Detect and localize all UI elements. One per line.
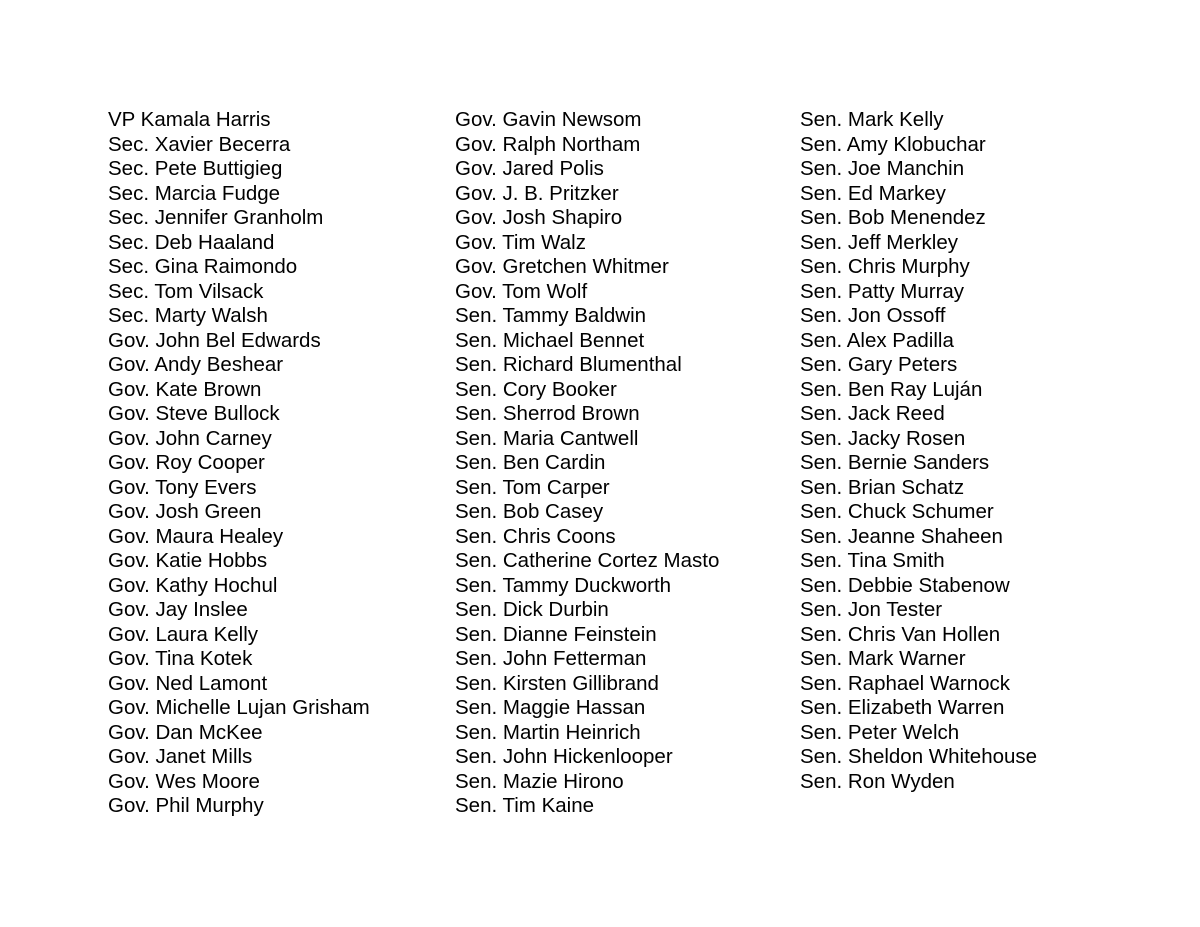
name-entry: Sen. Mazie Hirono [455,769,624,793]
name-entry: Sen. Mark Warner [800,647,966,670]
name-entry: Gov. Michelle Lujan Grisham [108,696,370,719]
name-entry: Sen. Mark Kelly [800,108,944,131]
name-entry: Sec. Marty Walsh [108,304,268,327]
name-entry: Gov. Gavin Newsom [455,108,642,131]
name-entry: Gov. Tony Evers [108,475,257,499]
name-entry: Sen. Joe Manchin [800,157,965,180]
name-entry: Sen. Jack Reed [800,402,945,425]
name-entry: Gov. Janet Mills [108,745,253,768]
name-entry: Gov. Maura Healey [108,524,284,548]
name-entry: Sen. Maria Cantwell [455,426,639,450]
name-entry: Gov. Ralph Northam [455,132,641,156]
name-entry: Sen. Bob Menendez [800,206,986,229]
name-entry: Sec. Deb Haaland [108,230,275,254]
name-entry: Gov. Josh Shapiro [455,206,623,229]
name-entry: Sen. Dick Durbin [455,598,609,621]
name-entry: Sen. Bernie Sanders [800,451,990,474]
name-entry: Sec. Xavier Becerra [108,132,291,156]
name-entry: Sen. Chris Van Hollen [800,622,1001,646]
name-entry: Sen. Cory Booker [455,377,617,401]
name-entry: Sen. Kirsten Gillibrand [455,671,659,695]
name-entry: Sen. Tim Kaine [455,794,595,817]
name-entry: Sen. Brian Schatz [800,475,965,499]
name-entry: Sen. Dianne Feinstein [455,622,657,646]
name-entry: Sen. Chuck Schumer [800,500,994,523]
name-entry: Sen. Debbie Stabenow [800,573,1010,597]
name-entry: Sen. Richard Blumenthal [455,353,682,376]
name-entry: Sen. Elizabeth Warren [800,696,1005,719]
name-entry: Gov. Phil Murphy [108,794,264,817]
name-entry: Sen. Sheldon Whitehouse [800,745,1038,768]
name-entry: Sec. Jennifer Granholm [108,206,324,229]
name-entry: Sen. Maggie Hassan [455,696,646,719]
name-entry: Gov. John Carney [108,426,272,450]
name-entry: Gov. J. B. Pritzker [455,181,619,205]
name-entry: Sen. Martin Heinrich [455,720,641,744]
name-entry: Gov. Steve Bullock [108,402,280,425]
name-entry: Sec. Tom Vilsack [108,279,264,303]
name-entry: Gov. Kate Brown [108,377,262,401]
name-entry: Sen. Patty Murray [800,279,965,303]
name-entry: Sec. Gina Raimondo [108,255,298,278]
name-entry: Sen. Ben Ray Luján [800,377,983,401]
name-entry: Gov. Kathy Hochul [108,573,278,597]
name-entry: Gov. Tom Wolf [455,279,588,303]
name-entry: Sen. Chris Murphy [800,255,970,278]
name-entry: Gov. Andy Beshear [108,353,284,376]
name-entry: Sen. Tom Carper [455,475,610,499]
name-entry: Gov. Jay Inslee [108,598,248,621]
name-entry: Sen. Tammy Duckworth [455,573,672,597]
name-entry: Sen. John Fetterman [455,647,647,670]
name-entry: Sen. Tammy Baldwin [455,304,647,327]
name-column-1 [108,108,370,819]
name-entry: Sen. Amy Klobuchar [800,132,986,156]
name-entry: Sec. Marcia Fudge [108,181,281,205]
name-entry: VP Kamala Harris [108,108,271,131]
name-entry: Sen. John Hickenlooper [455,745,673,768]
name-entry: Sen. Tina Smith [800,549,945,572]
name-entry: Sen. Catherine Cortez Masto [455,549,720,572]
name-entry: Gov. Dan McKee [108,720,263,744]
name-entry: Sen. Peter Welch [800,720,960,744]
name-entry: Gov. Ned Lamont [108,671,268,695]
name-entry: Gov. Tim Walz [455,230,586,254]
name-entry: Sen. Jeanne Shaheen [800,524,1003,548]
name-entry: Sen. Gary Peters [800,353,958,376]
name-entry: Gov. Josh Green [108,500,262,523]
name-entry: Gov. Jared Polis [455,157,604,180]
name-entry: Gov. John Bel Edwards [108,328,321,352]
name-entry: Sen. Jon Ossoff [800,304,946,327]
name-entry: Sen. Ben Cardin [455,451,606,474]
name-entry: Gov. Katie Hobbs [108,549,268,572]
name-entry: Sen. Alex Padilla [800,328,954,352]
name-entry: Sen. Jacky Rosen [800,426,966,450]
name-entry: Sen. Ed Markey [800,181,946,205]
name-entry: Gov. Roy Cooper [108,451,265,474]
name-entry: Gov. Laura Kelly [108,622,259,646]
name-entry: Sen. Jeff Merkley [800,230,958,254]
name-entry: Sen. Sherrod Brown [455,402,640,425]
name-entry: Gov. Wes Moore [108,769,260,793]
name-entry: Sen. Jon Tester [800,598,943,621]
name-entry: Sen. Bob Casey [455,500,604,523]
name-column-3 [800,108,1037,794]
name-entry: Gov. Gretchen Whitmer [455,255,669,278]
name-entry: Sec. Pete Buttigieg [108,157,283,180]
name-entry: Sen. Michael Bennet [455,328,645,352]
name-entry: Gov. Tina Kotek [108,647,253,670]
name-entry: Sen. Raphael Warnock [800,671,1011,695]
name-entry: Sen. Chris Coons [455,524,616,548]
name-column-2 [455,108,719,819]
name-entry: Sen. Ron Wyden [800,769,955,793]
